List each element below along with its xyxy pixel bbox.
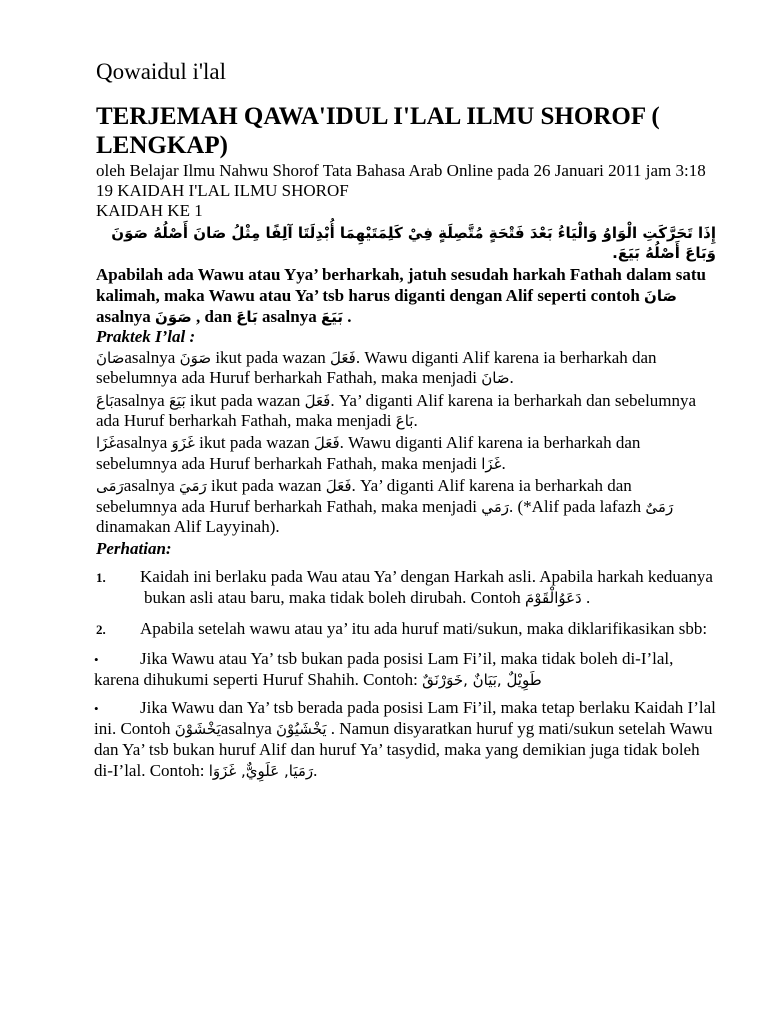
translation-text-3: , dan xyxy=(196,306,237,326)
arabic-word: بَيَعَ xyxy=(168,391,186,410)
byline: oleh Belajar Ilmu Nahwu Shorof Tata Bahasa Arab Online pada 26 Januari 2011 jam 3:18 xyxy=(96,160,706,180)
rule-count-line: 19 KAIDAH I'LAL ILMU SHOROF xyxy=(96,180,349,200)
document-title: TERJEMAH QAWA'IDUL I'LAL ILMU SHOROF ( LENGKAP) xyxy=(96,102,660,159)
bullet-item-2 xyxy=(94,698,716,781)
bullet-text: Jika Wawu dan Ya’ tsb berada pada posisi Lam Fi’il, maka tetap berlaku Kaidah I’lal ini. Contoh xyxy=(94,698,716,739)
translation-arabic-4: بَيَعَ xyxy=(320,307,343,326)
translation-text-4: asalnya xyxy=(261,306,321,326)
text-span: . Ya’ diganti Alif karena ia berharkah dan sebelumnya ada Huruf berharkah Fathah, maka menjadi xyxy=(96,390,697,430)
arabic-word: رَمَىٌ xyxy=(645,497,674,516)
arabic-word: رَمَى xyxy=(96,477,124,496)
translation-text-5: . xyxy=(347,306,352,326)
numbered-list xyxy=(96,566,716,639)
praktek-item-2 xyxy=(96,391,716,432)
text-span: asalnya xyxy=(116,433,172,453)
arabic-word: رَمَي xyxy=(481,497,509,516)
list-number: 2. xyxy=(96,621,106,637)
text-span: . xyxy=(501,453,506,473)
arabic-word: فَعَلَ xyxy=(313,434,340,453)
text-span: asalnya xyxy=(113,390,169,410)
text-span: ikut pada wazan xyxy=(206,476,326,496)
text-span: asalnya xyxy=(220,719,277,739)
translation-text-1: Apabilah ada Wawu atau Yya’ berharkah, jatuh sesudah harkah Fathah dalam satu kalimah, maka Wawu atau Ya’ tsb harus diganti dengan Alif seperti contoh xyxy=(96,265,706,305)
rule-translation xyxy=(96,265,716,327)
arabic-word: غَزَا xyxy=(481,454,502,473)
arabic-word: فَعَلَ xyxy=(330,348,356,367)
translation-arabic-2: صَوَنَ xyxy=(155,307,192,326)
arabic-word: طَوِيْلٌ ,بَيَانٌ ,خَوَرْنَقٌ xyxy=(422,670,542,689)
text-span: dinamakan Alif Layyinah). xyxy=(96,516,280,536)
translation-arabic-1: صَانَ xyxy=(644,286,677,305)
arabic-word: بَاعَ xyxy=(395,412,414,430)
praktek-item-3 xyxy=(96,433,716,474)
text-span: . xyxy=(313,760,318,780)
arabic-word: يَخْشَوْنَ xyxy=(174,720,221,739)
text-span: asalnya xyxy=(123,476,180,496)
arabic-word: فَعَلَ xyxy=(304,391,331,410)
list-text: Apabila setelah wawu atau ya’ itu ada huruf mati/sukun, maka diklarifikasikan sbb: xyxy=(140,618,708,638)
bullet-icon: • xyxy=(94,651,99,667)
bullet-text: Jika Wawu atau Ya’ tsb bukan pada posisi Lam Fi’il, maka tidak boleh di-I’lal, karena dihukumi seperti Huruf Shahih. Contoh: xyxy=(94,648,674,689)
list-number: 1. xyxy=(96,569,106,585)
text-span: . (*Alif pada lafazh xyxy=(508,496,646,516)
bullet-item-1 xyxy=(94,649,716,690)
translation-arabic-3: بَاعَ xyxy=(236,307,258,326)
list-text: Kaidah ini berlaku pada Wau atau Ya’ dengan Harkah asli. Apabila harkah keduanya bukan asli atau baru, maka tidak boleh dirubah. Contoh xyxy=(140,566,713,607)
arabic-word: يَخْشَيُوْنَ xyxy=(276,720,327,739)
arabic-word: دَعَوُالْقَوْمَ xyxy=(525,588,582,607)
text-span: . xyxy=(581,587,591,607)
translation-text-2: asalnya xyxy=(96,306,156,326)
text-span: . Wawu diganti Alif karena ia berharkah dan sebelumnya ada Huruf berharkah Fathah, maka menjadi xyxy=(96,433,641,473)
arabic-word: رَمَيَا, عَلَوِيٌّ, غَزَوَا xyxy=(208,761,314,780)
arabic-rule-text: إِذَا تَحَرَّكَتِ الْوَاوُ وَالْيَاءُ بَعْدَ فَتْحَةٍ مُتَّصِلَةٍ فِيْ كَلِمَتَيْهِمَا أُبْدِلَتَا آلِفًا مِثْلُ صَانَ أَصْلُهُ صَوَنَ وَبَاعَ أَصْلُهُ بَيَعَ. xyxy=(111,223,716,262)
document-header: Qowaidul i'lal xyxy=(96,59,226,84)
rule-number-line: KAIDAH KE 1 xyxy=(96,200,203,220)
text-span: ikut pada wazan xyxy=(194,433,314,453)
praktek-item-4 xyxy=(96,476,716,537)
text-span: . Ya’ diganti Alif karena ia berharkah dan sebelumnya ada Huruf berharkah Fathah, maka menjadi xyxy=(96,476,632,516)
arabic-word: فَعَلَ xyxy=(325,477,352,496)
arabic-word: صَانَ xyxy=(481,369,510,388)
text-span: . xyxy=(413,411,418,430)
arabic-word: رَمَيَ xyxy=(179,477,207,496)
list-item xyxy=(96,566,716,608)
text-span: . xyxy=(509,368,514,388)
arabic-word: بَاعَ xyxy=(96,391,114,410)
arabic-word: غَزَوَ xyxy=(171,434,195,453)
perhatian-heading: Perhatian: xyxy=(96,539,172,559)
bullet-icon: • xyxy=(94,701,99,717)
text-span: . Namun disyaratkan huruf yg mati/sukun setelah Wawu dan Ya’ tsb bukan huruf Alif dan huruf Ya’ tasydid, maka yang demikian juga tidak boleh di-I’lal. Contoh: xyxy=(94,719,713,780)
document-page xyxy=(96,58,716,789)
praktek-heading: Praktek I’lal : xyxy=(96,327,196,347)
text-span: . Wawu diganti Alif karena ia berharkah dan sebelumnya ada Huruf berharkah Fathah, maka menjadi xyxy=(96,347,657,388)
text-span: ikut pada wazan xyxy=(185,390,305,410)
text-span: asalnya xyxy=(124,347,180,367)
praktek-item-1 xyxy=(96,348,716,389)
arabic-word: صَانَ xyxy=(96,348,125,367)
arabic-word: غَزَا xyxy=(96,434,117,453)
text-span: ikut pada wazan xyxy=(211,347,331,367)
arabic-word: صَوَنَ xyxy=(179,348,212,367)
list-item xyxy=(96,618,716,639)
